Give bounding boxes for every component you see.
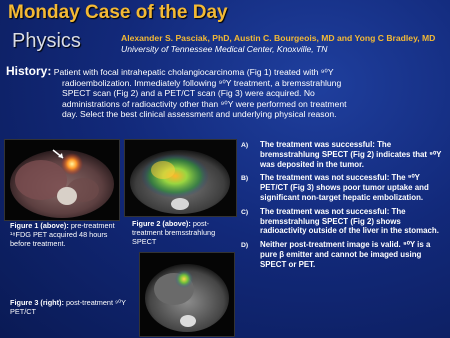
answer-letter: C) xyxy=(241,208,249,216)
answer-text: The treatment was not successful: The bremsstrahlung SPECT (Fig 2) shows radioactivity outside of the liver in the stomach. xyxy=(260,206,439,236)
history-label: History: xyxy=(6,64,52,78)
history-line-3: SPECT scan (Fig 2) and a PET/CT scan (Fig 3) were acquired. No xyxy=(62,88,315,99)
figure-1-caption xyxy=(10,221,122,248)
figure-3-caption-text: post-treatment ⁹⁰Y PET/CT xyxy=(10,298,126,316)
figure-1-caption-text: pre-treatment ¹⁸FDG PET acquired 48 hours before treatment. xyxy=(10,221,115,248)
answer-choices xyxy=(241,140,447,274)
figure-2-caption-text: post-treatment bremsstrahlung SPECT xyxy=(132,219,216,246)
history-line-4: administrations of radioactivity other than ⁹⁰Y were performed on treatment xyxy=(62,98,347,109)
history-line-2: radioembolization. Immediately following ⁹⁰Y treatment, a bremsstrahlung xyxy=(62,77,342,88)
figure-2-caption xyxy=(132,219,236,246)
answer-text: Neither post-treatment image is valid. ⁹⁰Y is a pure β emitter and cannot be imaged using SPECT or PET. xyxy=(260,240,431,269)
history-line-1: Patient with focal intrahepatic cholangiocarcinoma (Fig 1) treated with ⁹⁰Y xyxy=(53,67,334,77)
figure-3-caption xyxy=(10,298,135,316)
figure-1-caption-label: Figure 1 (above): xyxy=(10,221,69,230)
answer-letter: B) xyxy=(241,175,249,183)
figure-1-image xyxy=(4,139,120,221)
figure-2-caption-label: Figure 2 (above): xyxy=(132,219,191,228)
answer-option-c[interactable] xyxy=(241,207,447,236)
answer-option-b[interactable] xyxy=(241,173,447,202)
answer-letter: A) xyxy=(241,142,249,149)
figure-3-caption-label: Figure 3 (right): xyxy=(10,298,64,307)
page-subtitle: Physics xyxy=(12,30,81,52)
answer-letter: D) xyxy=(241,242,249,250)
answer-text: The treatment was successful: The bremsstrahlung SPECT (Fig 2) indicates that ⁹⁰Y was deposited in the tumor. xyxy=(260,140,442,169)
authors-names: Alexander S. Pasciak, PhD, Austin C. Bourgeois, MD and Yong C Bradley, MD xyxy=(121,33,436,43)
figure-3-image xyxy=(139,252,235,337)
authors-affiliation: University of Tennessee Medical Center, Knoxville, TN xyxy=(121,44,328,54)
history-line-5: day. Select the best clinical assessment and underlying physical reason. xyxy=(62,109,337,120)
authors-block xyxy=(121,33,446,55)
answer-option-d[interactable] xyxy=(241,240,447,269)
answer-option-a[interactable] xyxy=(241,140,447,169)
figure-2-image xyxy=(124,139,237,217)
history-block xyxy=(6,66,446,120)
page-title: Monday Case of the Day xyxy=(8,2,228,23)
answer-text: The treatment was not successful: The ⁹⁰Y PET/CT (Fig 3) shows poor tumor uptake and significant non-target hepatic embolization. xyxy=(260,173,429,202)
